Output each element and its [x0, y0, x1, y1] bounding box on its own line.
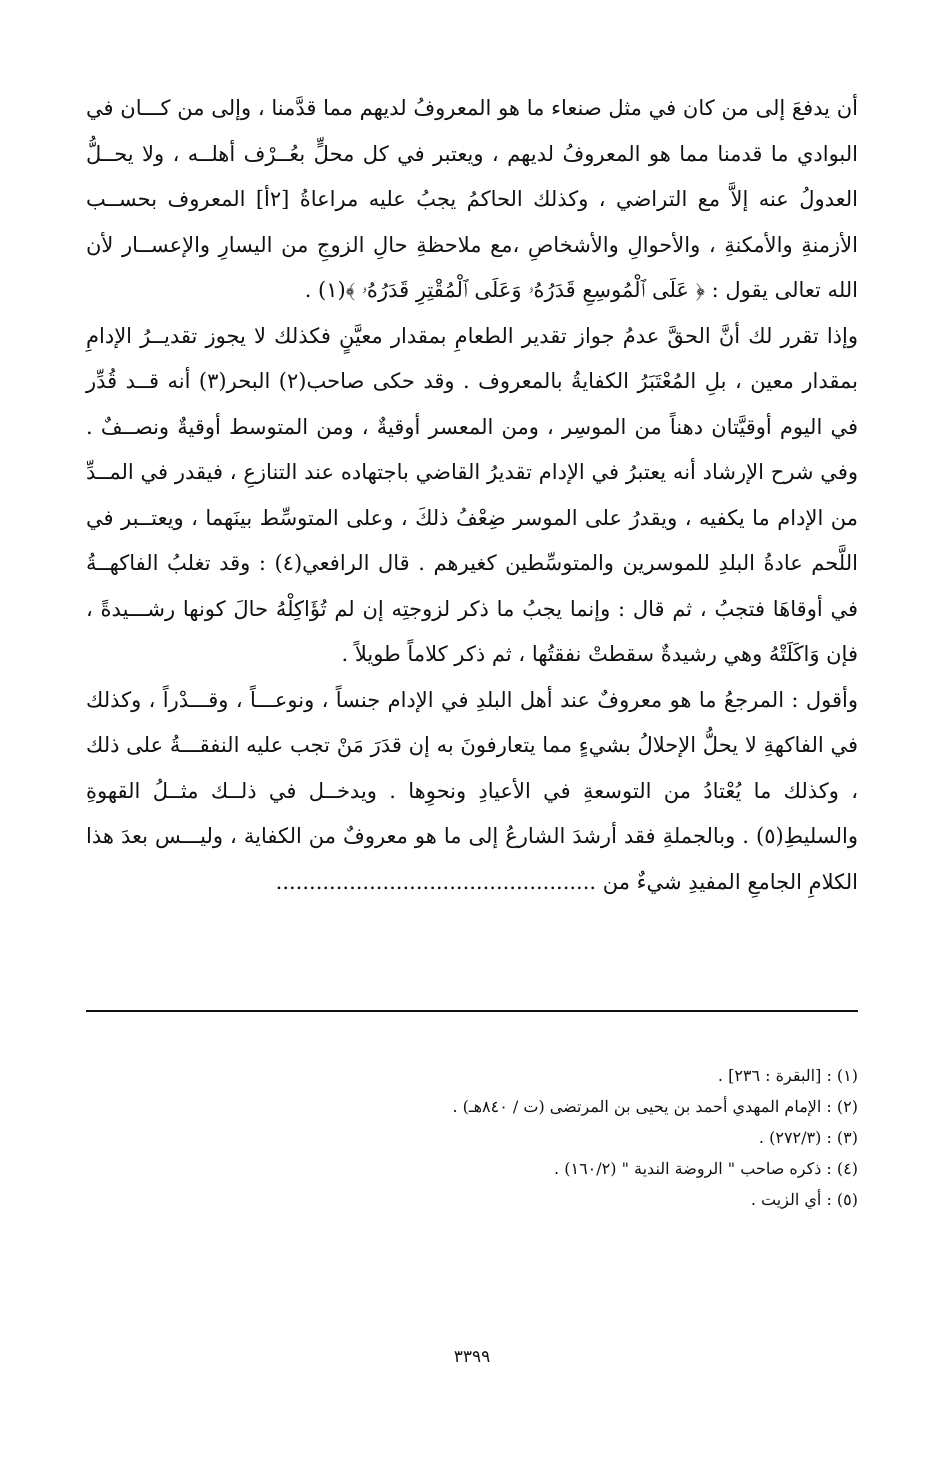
footnote-3: (٣) : (٢٧٢/٣) .: [758, 1128, 858, 1147]
footnotes-section: [86, 1060, 858, 1215]
footnote-4: (٤) : ذكره صاحب " الروضة الندية " (١٦٠/٢) .: [554, 1159, 858, 1178]
footnote-1: (١) : [البقرة : ٢٣٦] .: [717, 1066, 858, 1085]
main-text-body: [86, 86, 858, 905]
paragraph-2: وإذا تقرر لك أنَّ الحقَّ عدمُ جواز تقدير الطعامِ بمقدار معيَّنٍ فكذلك لا يجوز تقديــرُ الإدامِ بمقدار معين ، بلِ المُعْتَبَرُ الكفايةُ بالمعروف . وقد حكى صاحب(٢) البحر(٣) أنه قــد قُدِّر في اليوم أوقيَّتان دهناً من الموسِر ، ومن المعسر أوقيةٌ ، ومن المتوسط أوقيةٌ ونصــفٌ . وفي شرح الإرشاد أنه يعتبرُ في الإدام تقديرُ القاضي باجتهاده عند التنازعِ ، فيقدر في المــدِّ من الإدام ما يكفيه ، ويقدرُ على الموسر ضِعْفُ ذلكَ ، وعلى المتوسِّط بينَهما ، ويعتــبر في اللَّحم عادةُ البلدِ للموسرين والمتوسِّطين كغيرهم . قال الرافعي(٤) : وقد تغلبُ الفاكهــةُ في أوقاهَا فتجبُ ، ثم قال : وإنما يجبُ ما ذكر لزوجتِه إن لم تُؤَاكِلْهُ حالَ كونها رشـــيدةً ، فإن وَاكَلَتْهُ وهي رشيدةٌ سقطتْ نفقتُها ، ثم ذكر كلاماً طويلاً .: [86, 323, 858, 666]
paragraph-1: أن يدفعَ إلى من كان في مثل صنعاء ما هو المعروفُ لديهم مما قدَّمنا ، وإلى من كـــان في البوادي ما قدمنا مما هو المعروفُ لديهم ، ويعتبر في كل محلٍّ بعُــرْف أهلــه ، ولا يحــلُّ العدولُ عنه إلاَّ مع التراضي ، وكذلك الحاكمُ يجبُ عليه مراعاةُ [٢أ] المعروف بحســب الأزمنةِ والأمكنةِ ، والأحوالِ والأشخاصِ ،مع ملاحظةِ حالِ الزوجِ من اليسارِ والإعســار لأن الله تعالى يقول : ﴿ عَلَى ٱلْمُوسِعِ قَدَرُهُۥ وَعَلَى ٱلْمُقْتِرِ قَدَرُهُۥ ﴾(١) .: [86, 96, 858, 302]
footnote-5: (٥) : أي الزيت .: [750, 1190, 858, 1209]
footnote-divider: [86, 1010, 858, 1012]
page-number: ٣٣٩٩: [453, 1347, 491, 1367]
footnote-2: (٢) : الإمام المهدي أحمد بن يحيى بن المرتضى (ت / ٨٤٠هـ) .: [452, 1097, 858, 1116]
paragraph-3: وأقول : المرجعُ ما هو معروفٌ عند أهل البلدِ في الإدام جنساً ، ونوعـــاً ، وقـــدْراً ، وكذلك في الفاكهةِ لا يحلُّ الإحلالُ بشيءٍ مما يتعارفونَ به إن قدَرَ مَنْ تجب عليه النفقـــةُ على ذلك ، وكذلك ما يُعْتادُ من التوسعةِ في الأعيادِ ونحوِها . ويدخــل في ذلــك مثــلُ القهوةِ والسليطِ(٥) . وبالجملةِ فقد أرشدَ الشارعُ إلى ما هو معروفٌ من الكفاية ، وليـــس بعدَ هذا الكلامِ الجامعِ المفيدِ شيءٌ من ................................................: [86, 687, 858, 894]
